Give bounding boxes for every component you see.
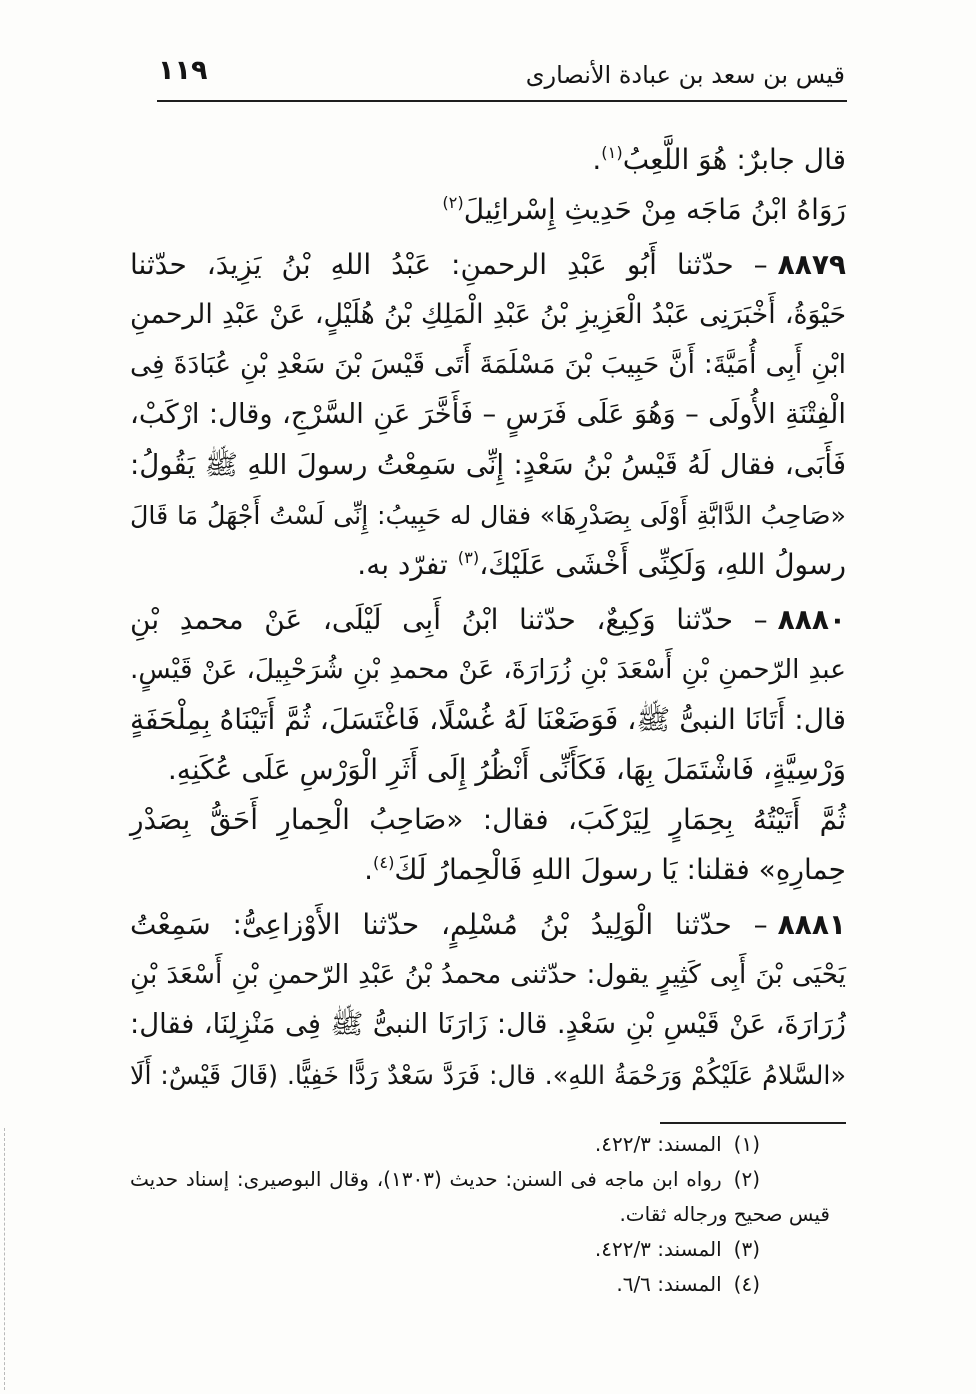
body-line [130,290,846,340]
running-head: قيس بن سعد بن عبادة الأنصارى [525,61,845,89]
line-text: ابْنِ أَبِى أُمَيَّةَ: أَنَّ حَبِيبَ بْنَ مَسْلَمَةَ أَتَى قَيْسَ بْنَ سَعْدِ بْنِ عُبَادَةَ فِى [130,349,846,380]
line-text: حِمارِهِ» فقلنا: يَا رسولَ اللهِ فَالْحِمارُ لَكَ [394,853,846,886]
line-text: «صَاحِبُ الدَّابَّةِ أَوْلَى بِصَدْرِهَا» فقال له حَبِيبُ: إِنِّى لَسْتُ أَجْهَلُ مَا قَالَ [130,500,846,530]
hadith-start-line [130,240,846,290]
footnote-rule [660,1122,846,1124]
line-end: . [592,143,602,176]
hadith-number: ٨٨٧٩ [777,248,846,281]
body-line [130,1000,846,1050]
body-line [130,645,846,695]
line-text: يَحْيَى بْنَ أَبِى كَثِيرٍ يقول: حدّثنى محمدُ بْنُ عَبْدِ الرّحمنِ بْنِ أَسْعَدَ بْنِ [130,960,846,990]
body-line [130,540,846,590]
line-text: رسولُ اللهِ، وَلَكِنِّى أَخْشَى عَلَيْكَ، [479,548,846,581]
page-number: ١١٩ [158,55,208,86]
line-text: – حدّثنا الْوَلِيدُ بْنُ مُسْلِمٍ، حدّثنا الأَوْزاعِىُّ: سَمِعْتُ [130,908,768,941]
header-rule [157,100,847,102]
footnote-number: (٤) [733,1272,760,1296]
footnote [130,1232,830,1267]
hadith-start-line [130,900,846,950]
line-text: حَيْوَةُ، أَخْبَرَنِى عَبْدُ الْعَزِيزِ بْنُ عَبْدِ الْمَلِكِ بْنُ هُلَيْلٍ، عَنْ عَبْدِ الرحمنِ [130,299,846,330]
footnote-number: (٢) [733,1167,760,1191]
scan-edge-mark [4,1128,5,1390]
line-text: فَأَبَى، فقال لَهُ قَيْسُ بْنُ سَعْدٍ: إِنِّى سَمِعْتُ رسولَ اللهِ ﷺ يَقُولُ: [130,448,846,481]
footnote-text: قيس صحيح ورجاله ثقات. [619,1202,830,1226]
body-line [130,1050,846,1100]
footnote-marker: (٤) [372,853,395,872]
line-text: وَرْسِيَّةٍ، فَاشْتَمَلَ بِهَا، فَكَأَنِّى أَنْظُرُ إِلَى أَثَرِ الْوَرْسِ عَلَى عُكَنِهِ. [167,753,846,786]
footnote-marker: (٢) [442,193,464,212]
hadith-start-line [130,595,846,645]
main-text [130,135,846,1100]
footnote-text: رواه ابن ماجه فى السنن: حديث (١٣٠٣)، وقال البوصيرى: إسناد حديث [130,1167,722,1191]
footnote-marker: (٣) [457,548,480,567]
footnote [130,1267,830,1302]
footnote-number: (٣) [733,1237,760,1261]
line-end: . [364,853,373,886]
body-line [130,440,846,490]
body-line [130,135,846,185]
line-text: – حدّثنا وَكِيعٌ، حدّثنا ابْنُ أَبِى لَيْلَى، عَنْ محمدِ بْنِ [130,603,768,636]
body-line [130,185,846,235]
body-line [130,950,846,1000]
footnote-text: المسند: ٦/٦. [616,1272,722,1296]
body-line [130,745,846,795]
footnote-marker: (١) [601,143,623,162]
line-text: قال جابرٌ: هُوَ اللَّعِبُ [622,143,846,176]
body-line [130,845,846,895]
footnote-continuation [130,1197,830,1232]
footnote-text: المسند: ٤٢٢/٣. [594,1237,722,1261]
line-text: «السَّلامُ عَلَيْكُمْ وَرَحْمَةُ اللهِ». قال: فَرَدَّ سَعْدٌ رَدًّا خَفِيًّا. (قَالَ قَيْسٌ: أَلَا [130,1060,846,1090]
footnote [130,1127,830,1162]
line-text: رَوَاهُ ابْنُ مَاجَه مِنْ حَدِيثِ إِسْرائِيلَ [463,193,846,226]
line-text: الْفِتْنَةِ الأُولَى – وَهُوَ عَلَى فَرَسٍ – فَأَخَّرَ عَنِ السَّرْجِ، وقال: ارْكَبْ، [130,399,846,430]
hadith-number: ٨٨٨٠ [777,603,846,636]
line-text: – حدّثنا أَبُو عَبْدِ الرحمنِ: عَبْدُ اللهِ بْنُ يَزِيدَ، حدّثنا [130,248,768,281]
hadith-number: ٨٨٨١ [777,908,846,941]
line-text: ثُمَّ أَتَيْتُهُ بِحِمَارٍ لِيَرْكَبَ، فقال: «صَاحِبُ الْحِمارِ أَحَقُّ بِصَدْرِ [130,803,846,836]
body-line [130,390,846,440]
footnote-text: المسند: ٤٢٢/٣. [594,1132,722,1156]
line-text: قال: أَتَانَا النبىُّ ﷺ، فَوَضَعْنَا لَهُ غُسْلًا، فَاغْتَسَلَ، ثُمَّ أَتَيْنَاهُ بِمِلْحَفَةٍ [130,703,846,736]
line-text: زُرَارَةَ، عَنْ قَيْسِ بْنِ سَعْدٍ. قال: زَارَنَا النبىُّ ﷺ فِى مَنْزِلِنَا، فقال: [130,1009,846,1040]
body-line [130,795,846,845]
line-end: تفرّد به. [357,548,448,581]
footnote-number: (١) [733,1132,760,1156]
footnotes [130,1127,830,1302]
footnote [130,1162,830,1197]
line-text: عبدِ الرّحمنِ بْنِ أَسْعَدَ بْنِ زُرَارَةَ، عَنْ محمدِ بْنِ شُرَحْبِيلَ، عَنْ قَيْسٍ. [130,655,846,685]
body-line [130,490,846,540]
body-line [130,695,846,745]
body-line [130,340,846,390]
